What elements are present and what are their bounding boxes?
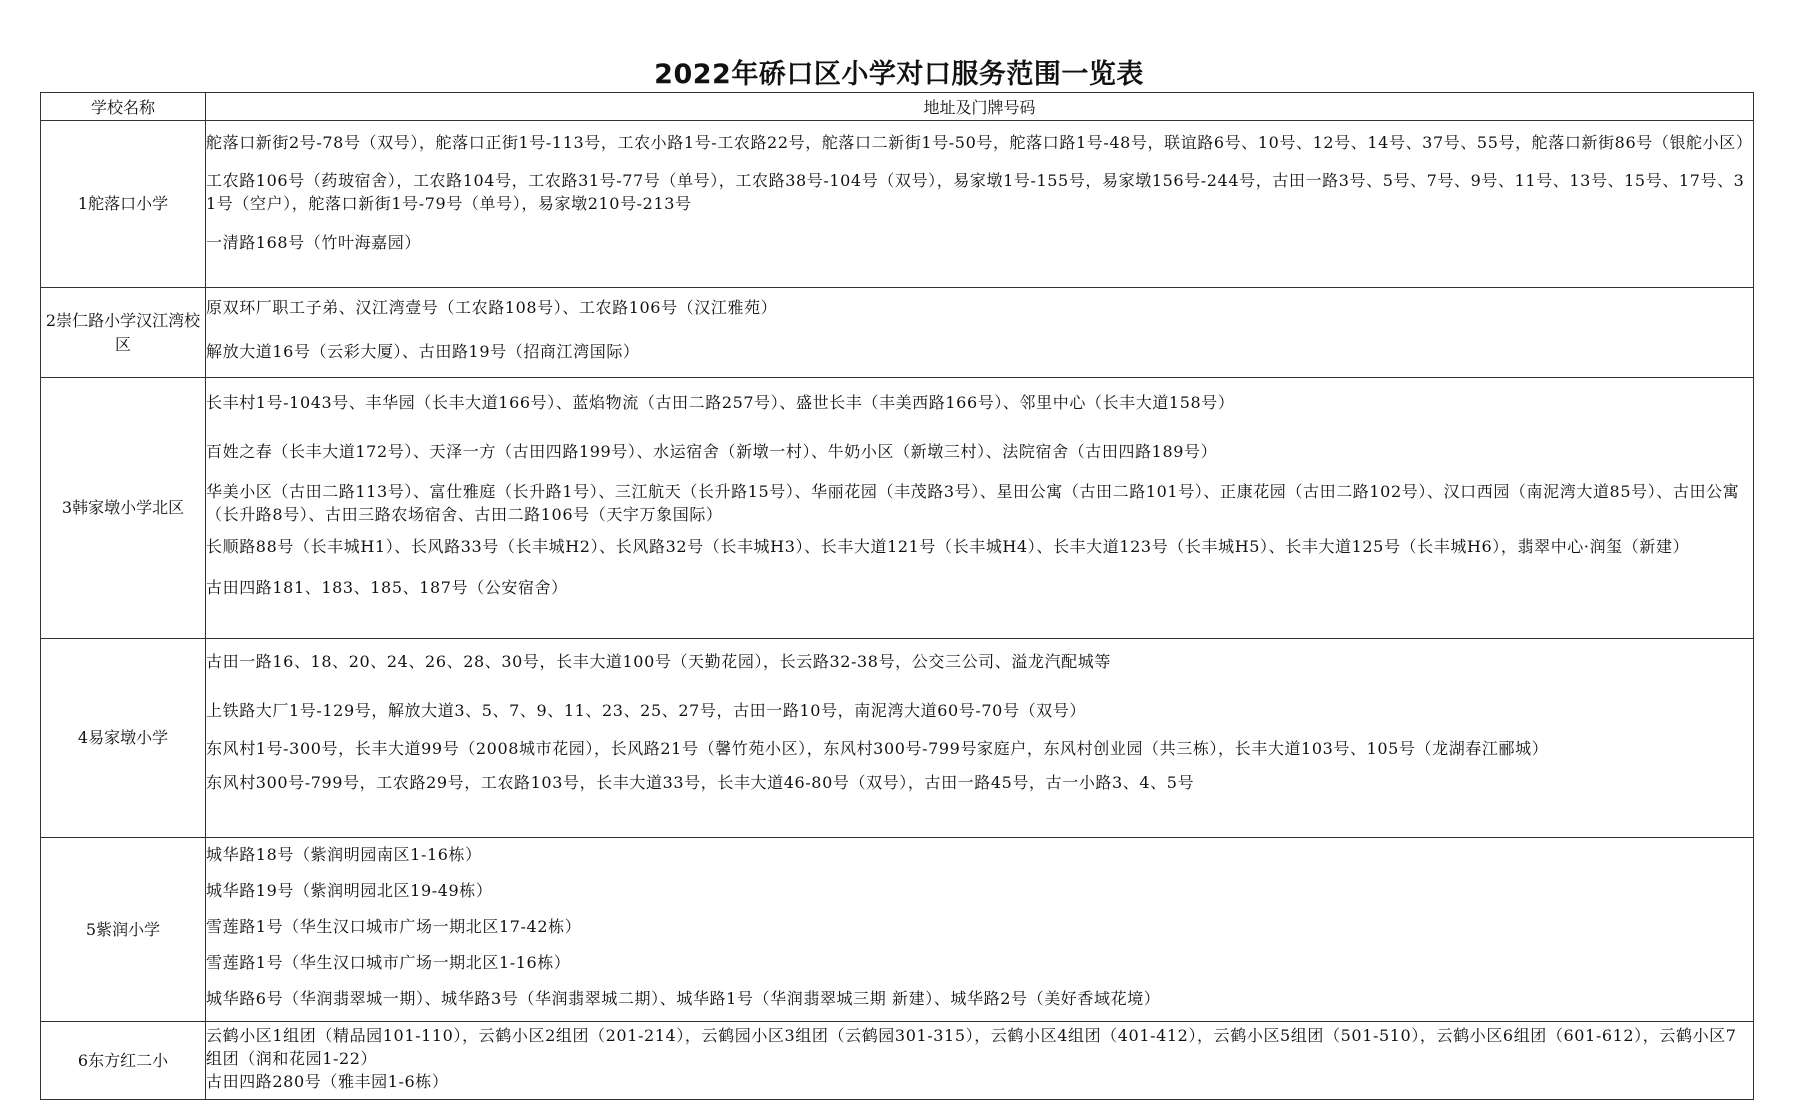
address-line: 城华路18号（紫润明园南区1-16栋） bbox=[206, 845, 482, 864]
address-line: 古田四路181、183、185、187号（公安宿舍） bbox=[206, 578, 568, 597]
address-line: 东风村300号-799号，工农路29号，工农路103号，长丰大道33号，长丰大道46-80号（双号），古田一路45号，古一小路3、4、5号 bbox=[206, 773, 1195, 792]
school-name: 6东方红二小 bbox=[41, 1022, 206, 1100]
table-row-school-4 bbox=[41, 639, 1754, 838]
school-name: 4易家墩小学 bbox=[41, 639, 206, 838]
school-name: 1舵落口小学 bbox=[41, 121, 206, 288]
address-line: 解放大道16号（云彩大厦）、古田路19号（招商江湾国际） bbox=[206, 342, 640, 361]
address-line: 原双环厂职工子弟、汉江湾壹号（工农路108号）、工农路106号（汉江雅苑） bbox=[206, 298, 778, 317]
address-line: 雪莲路1号（华生汉口城市广场一期北区17-42栋） bbox=[206, 917, 582, 936]
table-row-school-2 bbox=[41, 288, 1754, 378]
address-cell bbox=[206, 378, 1754, 639]
address-line: 上铁路大厂1号-129号，解放大道3、5、7、9、11、23、25、27号，古田一路10号，南泥湾大道60号-70号（双号） bbox=[206, 701, 1086, 720]
address-line: 城华路19号（紫润明园北区19-49栋） bbox=[206, 881, 493, 900]
address-cell bbox=[206, 639, 1754, 838]
service-area-table bbox=[40, 92, 1754, 1100]
table-row-school-6 bbox=[41, 1022, 1754, 1100]
address-cell bbox=[206, 838, 1754, 1022]
address-cell bbox=[206, 288, 1754, 378]
table-row-school-1 bbox=[41, 121, 1754, 288]
address-line: 华美小区（古田二路113号）、富仕雅庭（长升路1号）、三江航天（长升路15号）、华丽花园（丰茂路3号）、星田公寓（古田二路101号）、正康花园（古田二路102号）、汉口西园（南泥湾大道85号）、古田公寓（长升路8号）、古田三路农场宿舍、古田二路106号（天宇万象国际） bbox=[206, 482, 1740, 524]
address-line: 舵落口新街2号-78号（双号），舵落口正街1号-113号，工农小路1号-工农路22号，舵落口二新街1号-50号，舵落口路1号-48号，联谊路6号、10号、12号、14号、37号、55号，舵落口新街86号（银舵小区） bbox=[206, 133, 1753, 152]
address-line: 长顺路88号（长丰城H1）、长风路33号（长丰城H2）、长风路32号（长丰城H3）、长丰大道121号（长丰城H4）、长丰大道123号（长丰城H5）、长丰大道125号（长丰城H6），翡翠中心·润玺（新建） bbox=[206, 537, 1690, 556]
address-line: 东风村1号-300号，长丰大道99号（2008城市花园），长风路21号（馨竹苑小区），东风村300号-799号家庭户，东风村创业园（共三栋），长丰大道103号、105号（龙湖春江郦城） bbox=[206, 739, 1549, 758]
address-line: 长丰村1号-1043号、丰华园（长丰大道166号）、蓝焰物流（古田二路257号）、盛世长丰（丰美西路166号）、邻里中心（长丰大道158号） bbox=[206, 393, 1235, 412]
address-cell bbox=[206, 121, 1754, 288]
address-line: 古田四路280号（雅丰园1-6栋） bbox=[206, 1072, 449, 1091]
address-line: 古田一路16、18、20、24、26、28、30号，长丰大道100号（天勤花园），长云路32-38号，公交三公司、溢龙汽配城等 bbox=[206, 652, 1111, 671]
header-school-name: 学校名称 bbox=[41, 93, 206, 121]
table-row-school-5 bbox=[41, 838, 1754, 1022]
school-name: 5紫润小学 bbox=[41, 838, 206, 1022]
address-line: 百姓之春（长丰大道172号）、天泽一方（古田四路199号）、水运宿舍（新墩一村）、牛奶小区（新墩三村）、法院宿舍（古田四路189号） bbox=[206, 442, 1218, 461]
school-name: 2崇仁路小学汉江湾校区 bbox=[41, 288, 206, 378]
table-row-school-3 bbox=[41, 378, 1754, 639]
address-line: 工农路106号（药玻宿舍），工农路104号，工农路31号-77号（单号），工农路38号-104号（双号），易家墩1号-155号，易家墩156号-244号，古田一路3号、5号、7号、9号、11号、13号、15号、17号、31号（空户），舵落口新街1号-79号（单号），易家墩210号-213号 bbox=[206, 171, 1745, 213]
address-line: 城华路6号（华润翡翠城一期）、城华路3号（华润翡翠城二期）、城华路1号（华润翡翠城三期 新建）、城华路2号（美好香域花境） bbox=[206, 989, 1161, 1008]
school-name: 3韩家墩小学北区 bbox=[41, 378, 206, 639]
address-line: 云鹤小区1组团（精品园101-110），云鹤小区2组团（201-214），云鹤园小区3组团（云鹤园301-315），云鹤小区4组团（401-412），云鹤小区5组团（501-510），云鹤小区6组团（601-612），云鹤小区7组团（润和花园1-22） bbox=[206, 1026, 1737, 1068]
table-header-row bbox=[41, 93, 1754, 121]
address-line: 一清路168号（竹叶海嘉园） bbox=[206, 233, 421, 252]
page-title: 2022年硚口区小学对口服务范围一览表 bbox=[654, 59, 1144, 90]
address-cell bbox=[206, 1022, 1754, 1100]
address-line: 雪莲路1号（华生汉口城市广场一期北区1-16栋） bbox=[206, 953, 571, 972]
header-address: 地址及门牌号码 bbox=[206, 93, 1754, 121]
